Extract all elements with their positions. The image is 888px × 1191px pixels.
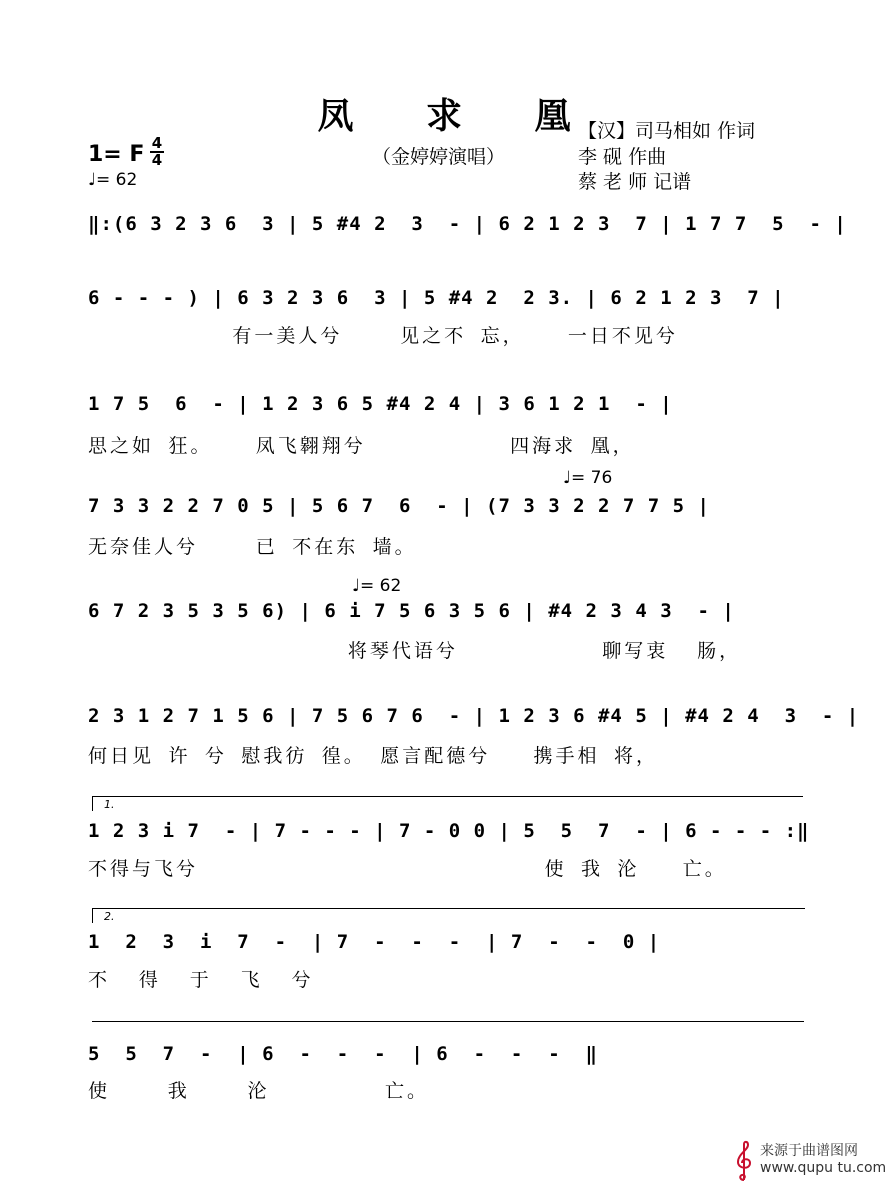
lyrics-system-7: 不得与飞兮 使 我 沦 亡。: [88, 858, 727, 880]
final-system-line: [92, 1021, 804, 1022]
page-title: 凤 求 凰: [317, 95, 601, 137]
lyricist-credit: 【汉】司马相如 作词: [578, 120, 756, 142]
score-system-7: 1 2 3 i 7 - | 7 - - - | 7 - 0 0 | 5 5 7 - | 6 - - - :‖: [88, 820, 810, 842]
lyrics-system-4: 无奈佳人兮 已 不在东 墙。: [88, 536, 417, 558]
lyrics-system-5: 将琴代语兮 聊写衷 肠，: [88, 640, 742, 662]
meter-top: 4: [151, 134, 163, 152]
tempo-change-62: ♩= 62: [352, 576, 402, 596]
first-ending-bracket: [92, 796, 803, 811]
lyrics-system-6: 何日见 许 兮 慰我彷 徨。 愿言配德兮 携手相 将，: [88, 745, 658, 767]
tempo-change-76: ♩= 76: [563, 468, 613, 488]
score-system-4: 7 3 3 2 2 7 0 5 | 5 6 7 6 - | (7 3 3 2 2 7 7 5 |: [88, 495, 710, 517]
score-system-5: 6 7 2 3 5 3 5 6) | 6 i 7 5 6 3 5 6 | #4 2 3 4 3 - |: [88, 600, 735, 622]
score-system-2: 6 - - - ) | 6 3 2 3 6 3 | 5 #4 2 2 3. | 6 2 1 2 3 7 |: [88, 287, 785, 309]
score-system-6: 2 3 1 2 7 1 5 6 | 7 5 6 7 6 - | 1 2 3 6 #4 5 | #4 2 4 3 - |: [88, 705, 860, 727]
score-system-1: ‖:(6 3 2 3 6 3 | 5 #4 2 3 - | 6 2 1 2 3 7 | 1 7 7 5 - |: [88, 213, 847, 235]
score-system-9: 5 5 7 - | 6 - - - | 6 - - - ‖: [88, 1043, 598, 1065]
performer-note: （金婷婷演唱）: [372, 146, 506, 168]
watermark-url: www.qupu tu.com: [760, 1160, 887, 1176]
score-system-3: 1 7 5 6 - | 1 2 3 6 5 #4 2 4 | 3 6 1 2 1 - |: [88, 393, 673, 415]
first-ending-number: 1.: [104, 798, 115, 811]
composer-credit: 李 砚 作曲: [578, 146, 667, 168]
second-ending-bracket: [92, 908, 805, 923]
key-signature: 1= F: [88, 142, 145, 167]
meter-bottom: 4: [151, 151, 163, 169]
lyrics-system-2: 有一美人兮 见之不 忘， 一日不见兮: [88, 325, 678, 347]
lyrics-system-3: 思之如 狂。 凤飞翱翔兮 四海求 凰，: [88, 435, 635, 457]
score-system-8: 1 2 3 i 7 - | 7 - - - | 7 - - 0 |: [88, 931, 661, 953]
transcriber-credit: 蔡 老 师 记谱: [578, 171, 692, 193]
treble-clef-icon: [730, 1140, 756, 1184]
watermark: [730, 1140, 887, 1184]
lyrics-system-8: 不 得 于 飞 兮: [88, 969, 314, 991]
second-ending-number: 2.: [104, 910, 115, 923]
watermark-source: 来源于曲谱图网: [760, 1143, 858, 1159]
time-signature: [150, 136, 164, 168]
tempo-marking: ♩= 62: [88, 170, 138, 190]
lyrics-system-9: 使 我 沦 亡。: [88, 1080, 430, 1102]
